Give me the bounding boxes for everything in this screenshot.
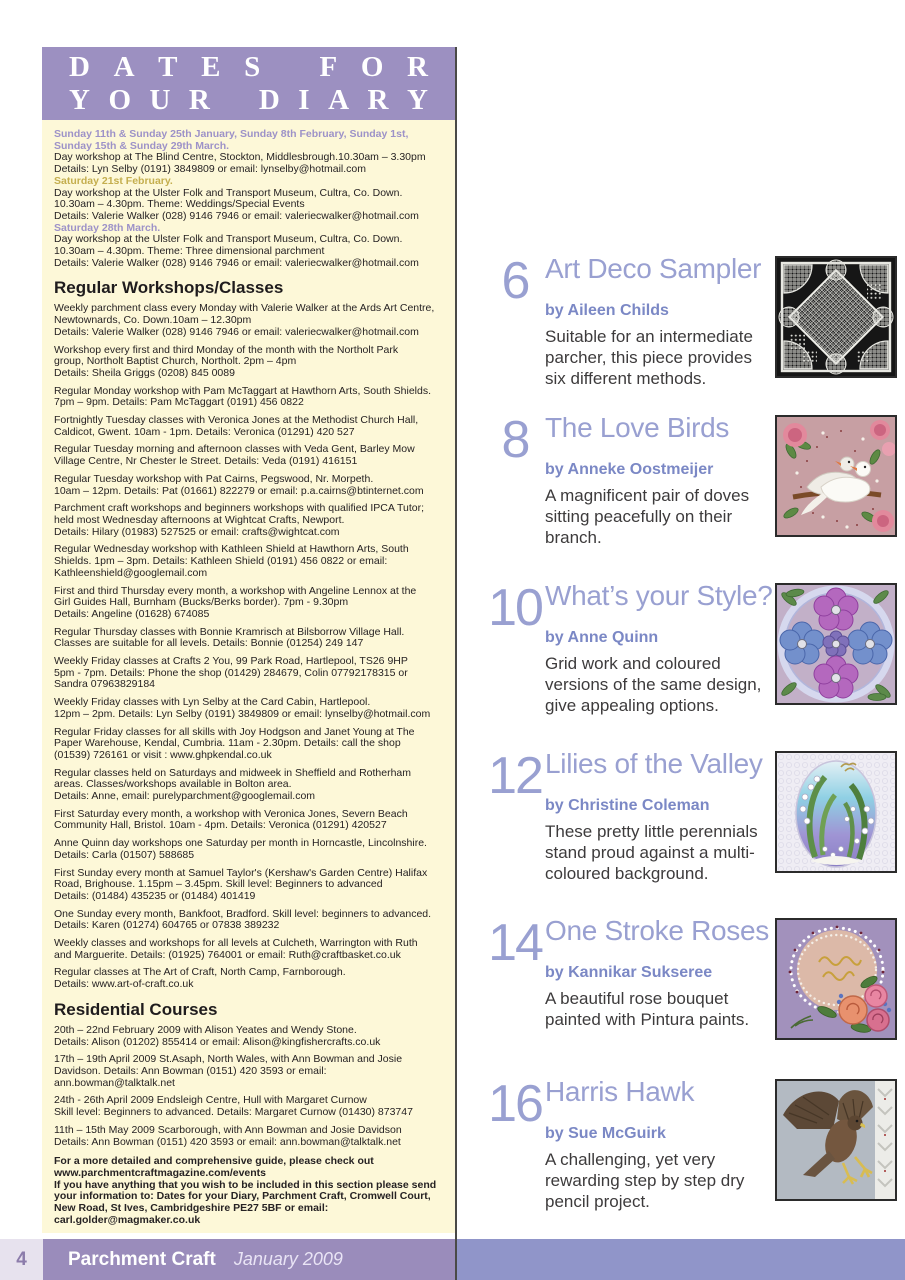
event-detail-line: Details: Lyn Selby (0191) 3849809 or email: lynselby@hotmail.com [54,163,367,176]
regular-workshops-list [54,303,443,990]
text-line: Girl Guides Hall, Burnham (Bucks/Berks border). 7pm - 9.30pm [54,596,349,609]
contents-entry [488,747,905,901]
text-line: Regular Friday classes for all skills with Joy Hodgson and Janet Young at The [54,725,415,738]
footer-bar-right [457,1239,905,1280]
note-line: New Road, St Ives, Cambridgeshire PE27 5BF or email: [54,1202,329,1215]
diary-event [54,223,443,270]
diary-paragraph [54,586,443,621]
entry-page-number: 10 [488,579,542,637]
entry-page-number: 16 [488,1075,542,1133]
entry-byline: by Christine Coleman [545,797,710,814]
event-heading [54,176,443,188]
text-line: First Saturday every month, a workshop with Veronica Jones, Severn Beach [54,807,408,820]
text-line: (01539) 726161 or visit : www.ghpkendal.co.uk [54,748,272,761]
text-line: Weekly parchment class every Monday with Valerie Walker at the Ards Art Centre, [54,302,435,315]
entry-byline: by Sue McGuirk [545,1125,666,1142]
event-date-heading: Saturday 28th March. [54,221,161,234]
event-date-heading: Sunday 11th & Sunday 25th January, Sunday 8th February, Sunday 1st, [54,128,409,140]
note-line: If you have anything that you wish to be included in this section please send [54,1178,437,1191]
event-detail-line: 10.30am – 4.30pm. Theme: Three dimensional parchment [54,245,325,258]
note-line: carl.golder@magmaker.co.uk [54,1213,201,1226]
text-line: Details: Angeline (01628) 674085 [54,607,210,620]
diary-paragraph [54,838,443,861]
event-detail-line: Day workshop at the Ulster Folk and Transport Museum, Cultra, Co. Down. [54,233,403,246]
diary-paragraph [54,303,443,338]
event-detail-line: Details: Valerie Walker (028) 9146 7946 or email: valeriecwalker@hotmail.com [54,209,419,222]
text-line: Weekly Friday classes at Crafts 2 You, 99 Park Road, Hartlepool, TS26 9HP [54,655,408,668]
diary-paragraph [54,809,443,832]
text-line: Regular Monday workshop with Pam McTaggart at Hawthorn Arts, South Shields. [54,384,432,397]
diary-paragraph [54,868,443,903]
entry-description: Suitable for an intermediate parcher, this piece provides six different methods. [545,327,753,388]
event-heading [54,129,443,152]
text-line: Details: Sheila Griggs (0208) 845 0089 [54,366,235,379]
diary-paragraph [54,909,443,932]
text-line: Regular Wednesday workshop with Kathleen Shield at Hawthorn Arts, South [54,543,409,556]
text-line: Details: Karen (01274) 604765 or 07838 389232 [54,919,280,932]
text-line: Details: Ann Bowman (0151) 420 3593 or email: ann.bowman@talktalk.net [54,1135,401,1148]
entry-byline: by Aileen Childs [545,302,669,319]
text-line: Fortnightly Tuesday classes with Veronica Jones at the Methodist Church Hall, [54,414,419,427]
entry-title: Lilies of the Valley [545,748,763,779]
love-birds-thumbnail [775,415,897,537]
diary-event [54,176,443,223]
entry-description: A magnificent pair of doves sitting peacefully on their branch. [545,486,750,547]
entry-byline: by Anneke Oostmeijer [545,461,714,478]
note-line: For a more detailed and comprehensive guide, please check out [54,1155,374,1168]
diary-paragraph [54,697,443,720]
contents-entry [488,252,905,406]
text-line: 7pm – 9pm. Details: Pam McTaggart (0191) 456 0822 [54,396,304,409]
text-line: Caldicot, Gwent. 10am - 1pm. Details: Veronica (01291) 420 527 [54,425,355,438]
text-line: Regular Thursday classes with Bonnie Kramrisch at Bilsborrow Village Hall. [54,625,405,638]
contents-entry [488,1075,905,1229]
page-number-box [0,1239,43,1280]
roses-thumbnail [775,918,897,1040]
text-line: Road, Brighouse. 1.15pm – 3.45pm. Skill level: Beginners to advanced [54,878,383,891]
text-line: 20th – 22nd February 2009 with Alison Yeates and Wendy Stone. [54,1023,357,1036]
diary-paragraph [54,415,443,438]
entry-byline: by Kannikar Sukseree [545,964,713,981]
text-line: Sandra 07963829184 [54,678,156,691]
page-number: 4 [16,1248,27,1270]
text-line: group, Northolt Baptist Church, Northolt. 2pm – 4pm [54,355,297,368]
text-line: One Sunday every month, Bankfoot, Bradford. Skill level: beginners to advanced. [54,907,432,920]
entry-page-number: 14 [488,914,542,972]
diary-paragraph [54,1025,443,1048]
text-line: 11th – 15th May 2009 Scarborough, with Ann Bowman and Josie Davidson [54,1123,402,1136]
diary-paragraph [54,1054,443,1089]
note-line: www.parchmentcraftmagazine.com/events [54,1166,267,1179]
flower-grid-thumbnail [775,583,897,705]
diary-paragraph [54,656,443,691]
text-line: Weekly Friday classes with Lyn Selby at the Card Cabin, Hartlepool. [54,696,371,709]
text-line: Newtownards, Co. Down.10am – 12.30pm [54,314,252,327]
entry-title: Art Deco Sampler [545,253,762,284]
event-detail-line: 10.30am – 4.30pm. Theme: Weddings/Special Events [54,198,305,211]
event-date-heading: Saturday 21st February. [54,174,173,187]
issue-date: January 2009 [233,1249,343,1269]
event-detail-line: Details: Valerie Walker (028) 9146 7946 or email: valeriecwalker@hotmail.com [54,256,419,269]
diary-paragraph [54,474,443,497]
diary-title-line-2: Y O U R D I A R Y [69,83,428,116]
diary-paragraph [54,544,443,579]
text-line: held most Wednesday afternoons at Wightcat Crafts, Newport. [54,513,345,526]
residential-courses-list [54,1025,443,1148]
diary-paragraph [54,768,443,803]
text-line: Details: (01484) 435235 or (01484) 401419 [54,889,256,902]
hawk-thumbnail [775,1079,897,1201]
magazine-title: Parchment Craft [68,1248,216,1270]
event-body [54,152,443,175]
text-line: Details: Anne, email: purelyparchment@googlemail.com [54,790,316,803]
section-heading-regular-workshops: Regular Workshops/Classes [54,278,284,298]
text-line: Skill level: Beginners to advanced. Details: Margaret Curnow (01430) 873747 [54,1106,413,1119]
text-line: 24th - 26th April 2009 Endsleigh Centre, Hull with Margaret Curnow [54,1094,367,1107]
text-line: 17th – 19th April 2009 St.Asaph, North Wales, with Ann Bowman and Josie [54,1053,403,1066]
entry-page-number: 8 [501,411,529,469]
text-line: Classes are suitable for all levels. Details: Bonnie (01254) 249 147 [54,637,364,650]
entry-title: Harris Hawk [545,1076,695,1107]
text-line: First and third Thursday every month, a workshop with Angeline Lennox at the [54,584,417,597]
text-line: Weekly classes and workshops for all levels at Culcheth, Warrington with Ruth [54,937,418,950]
diary-title-line-1: D A T E S F O R [69,50,428,83]
footer-bar [43,1239,455,1280]
diary-paragraph [54,503,443,538]
section-heading-residential-courses: Residential Courses [54,999,218,1019]
entry-description: A beautiful rose bouquet painted with Pintura paints. [545,989,750,1029]
text-line: Regular Tuesday workshop with Pat Cairns, Pegswood, Nr. Morpeth. [54,472,374,485]
text-line: Workshop every first and third Monday of the month with the Northolt Park [54,343,399,356]
art-deco-sampler-thumbnail [775,256,897,378]
entry-page-number: 6 [501,252,529,310]
text-line: Regular classes at The Art of Craft, North Camp, Farnborough. [54,966,346,979]
contents-entry [488,914,905,1068]
diary-paragraph [54,345,443,380]
diary-paragraph [54,938,443,961]
text-line: Shields. 1pm – 3pm. Details: Kathleen Shield (0191) 456 0822 or email: [54,555,388,568]
text-line: First Sunday every month at Samuel Taylor's (Kershaw's Garden Centre) Halifax [54,866,428,879]
text-line: and Marguerite. Details: (01925) 764001 or email: Ruth@craftbasket.co.uk [54,948,401,961]
text-line: Paper Warehouse, Kendal, Cumbria. 11am - 2.30pm. Details: call the shop [54,737,401,750]
entry-title: What’s your Style? [545,580,773,611]
text-line: Details: Valerie Walker (028) 9146 7946 or email: valeriecwalker@hotmail.com [54,325,419,338]
diary-paragraph [54,967,443,990]
event-body [54,188,443,223]
entry-description: A challenging, yet very rewarding step by step dry pencil project. [545,1150,745,1211]
text-line: 5pm - 7pm. Details: Phone the shop (01429) 284679, Colin 07792178315 or [54,666,408,679]
contents-entry [488,579,905,733]
lilies-thumbnail [775,751,897,873]
text-line: Kathleenshield@googlemail.com [54,566,208,579]
diary-event [54,129,443,176]
text-line: ann.bowman@talktalk.net [54,1076,175,1089]
event-detail-line: Day workshop at The Blind Centre, Stockton, Middlesbrough.10.30am – 3.30pm [54,151,426,164]
diary-paragraph [54,386,443,409]
entry-title: One Stroke Roses [545,915,769,946]
event-detail-line: Day workshop at the Ulster Folk and Transport Museum, Cultra, Co. Down. [54,186,403,199]
diary-paragraph [54,627,443,650]
entry-byline: by Anne Quinn [545,629,659,646]
entry-description: Grid work and coloured versions of the same design, give appealing options. [545,654,762,715]
text-line: Parchment craft workshops and beginners workshops with qualified IPCA Tutor; [54,502,425,515]
text-line: 12pm – 2pm. Details: Lyn Selby (0191) 3849809 or email: lynselby@hotmail.com [54,707,431,720]
entry-title: The Love Birds [545,412,730,443]
text-line: Davidson. Details: Ann Bowman (0151) 420 3593 or email: [54,1065,327,1077]
diary-paragraph [54,444,443,467]
diary-footer-note [54,1156,443,1226]
text-line: Village Centre, Nr Chester le Street. Details: Veda (0191) 416151 [54,455,358,468]
text-line: Details: www.art-of-craft.co.uk [54,978,194,991]
dates-for-your-diary-panel [42,47,455,1233]
diary-paragraph [54,1125,443,1148]
panel-right-rule [455,47,457,1280]
text-line: Regular Tuesday morning and afternoon classes with Veda Gent, Barley Mow [54,443,415,456]
note-line: your information to: Dates for your Diary, Parchment Craft, Cromwell Court, [54,1190,431,1203]
text-line: areas. Classes/workshops available in Bolton area. [54,778,292,791]
text-line: Details: Hilary (01983) 527525 or email: crafts@wightcat.com [54,525,340,538]
entry-page-number: 12 [488,747,542,805]
event-date-heading: Sunday 15th & Sunday 29th March. [54,139,230,152]
diary-body [42,120,455,1226]
text-line: Details: Carla (01507) 588685 [54,848,195,861]
diary-header [42,47,455,120]
text-line: Community Hall, Bristol. 10am - 4pm. Details: Veronica (01291) 420527 [54,819,387,832]
diary-paragraph [54,1095,443,1118]
event-body [54,234,443,269]
contents-entry [488,411,905,565]
text-line: Details: Alison (01202) 855414 or email: Alison@kingfishercrafts.co.uk [54,1035,381,1048]
text-line: 10am – 12pm. Details: Pat (01661) 822279 or email: p.a.cairns@btinternet.com [54,484,424,497]
entry-description: These pretty little perennials stand proud against a multi-coloured background. [545,822,758,883]
text-line: Regular classes held on Saturdays and midweek in Sheffield and Rotherham [54,766,412,779]
text-line: Anne Quinn day workshops one Saturday per month in Horncastle, Lincolnshire. [54,837,427,850]
diary-paragraph [54,727,443,762]
